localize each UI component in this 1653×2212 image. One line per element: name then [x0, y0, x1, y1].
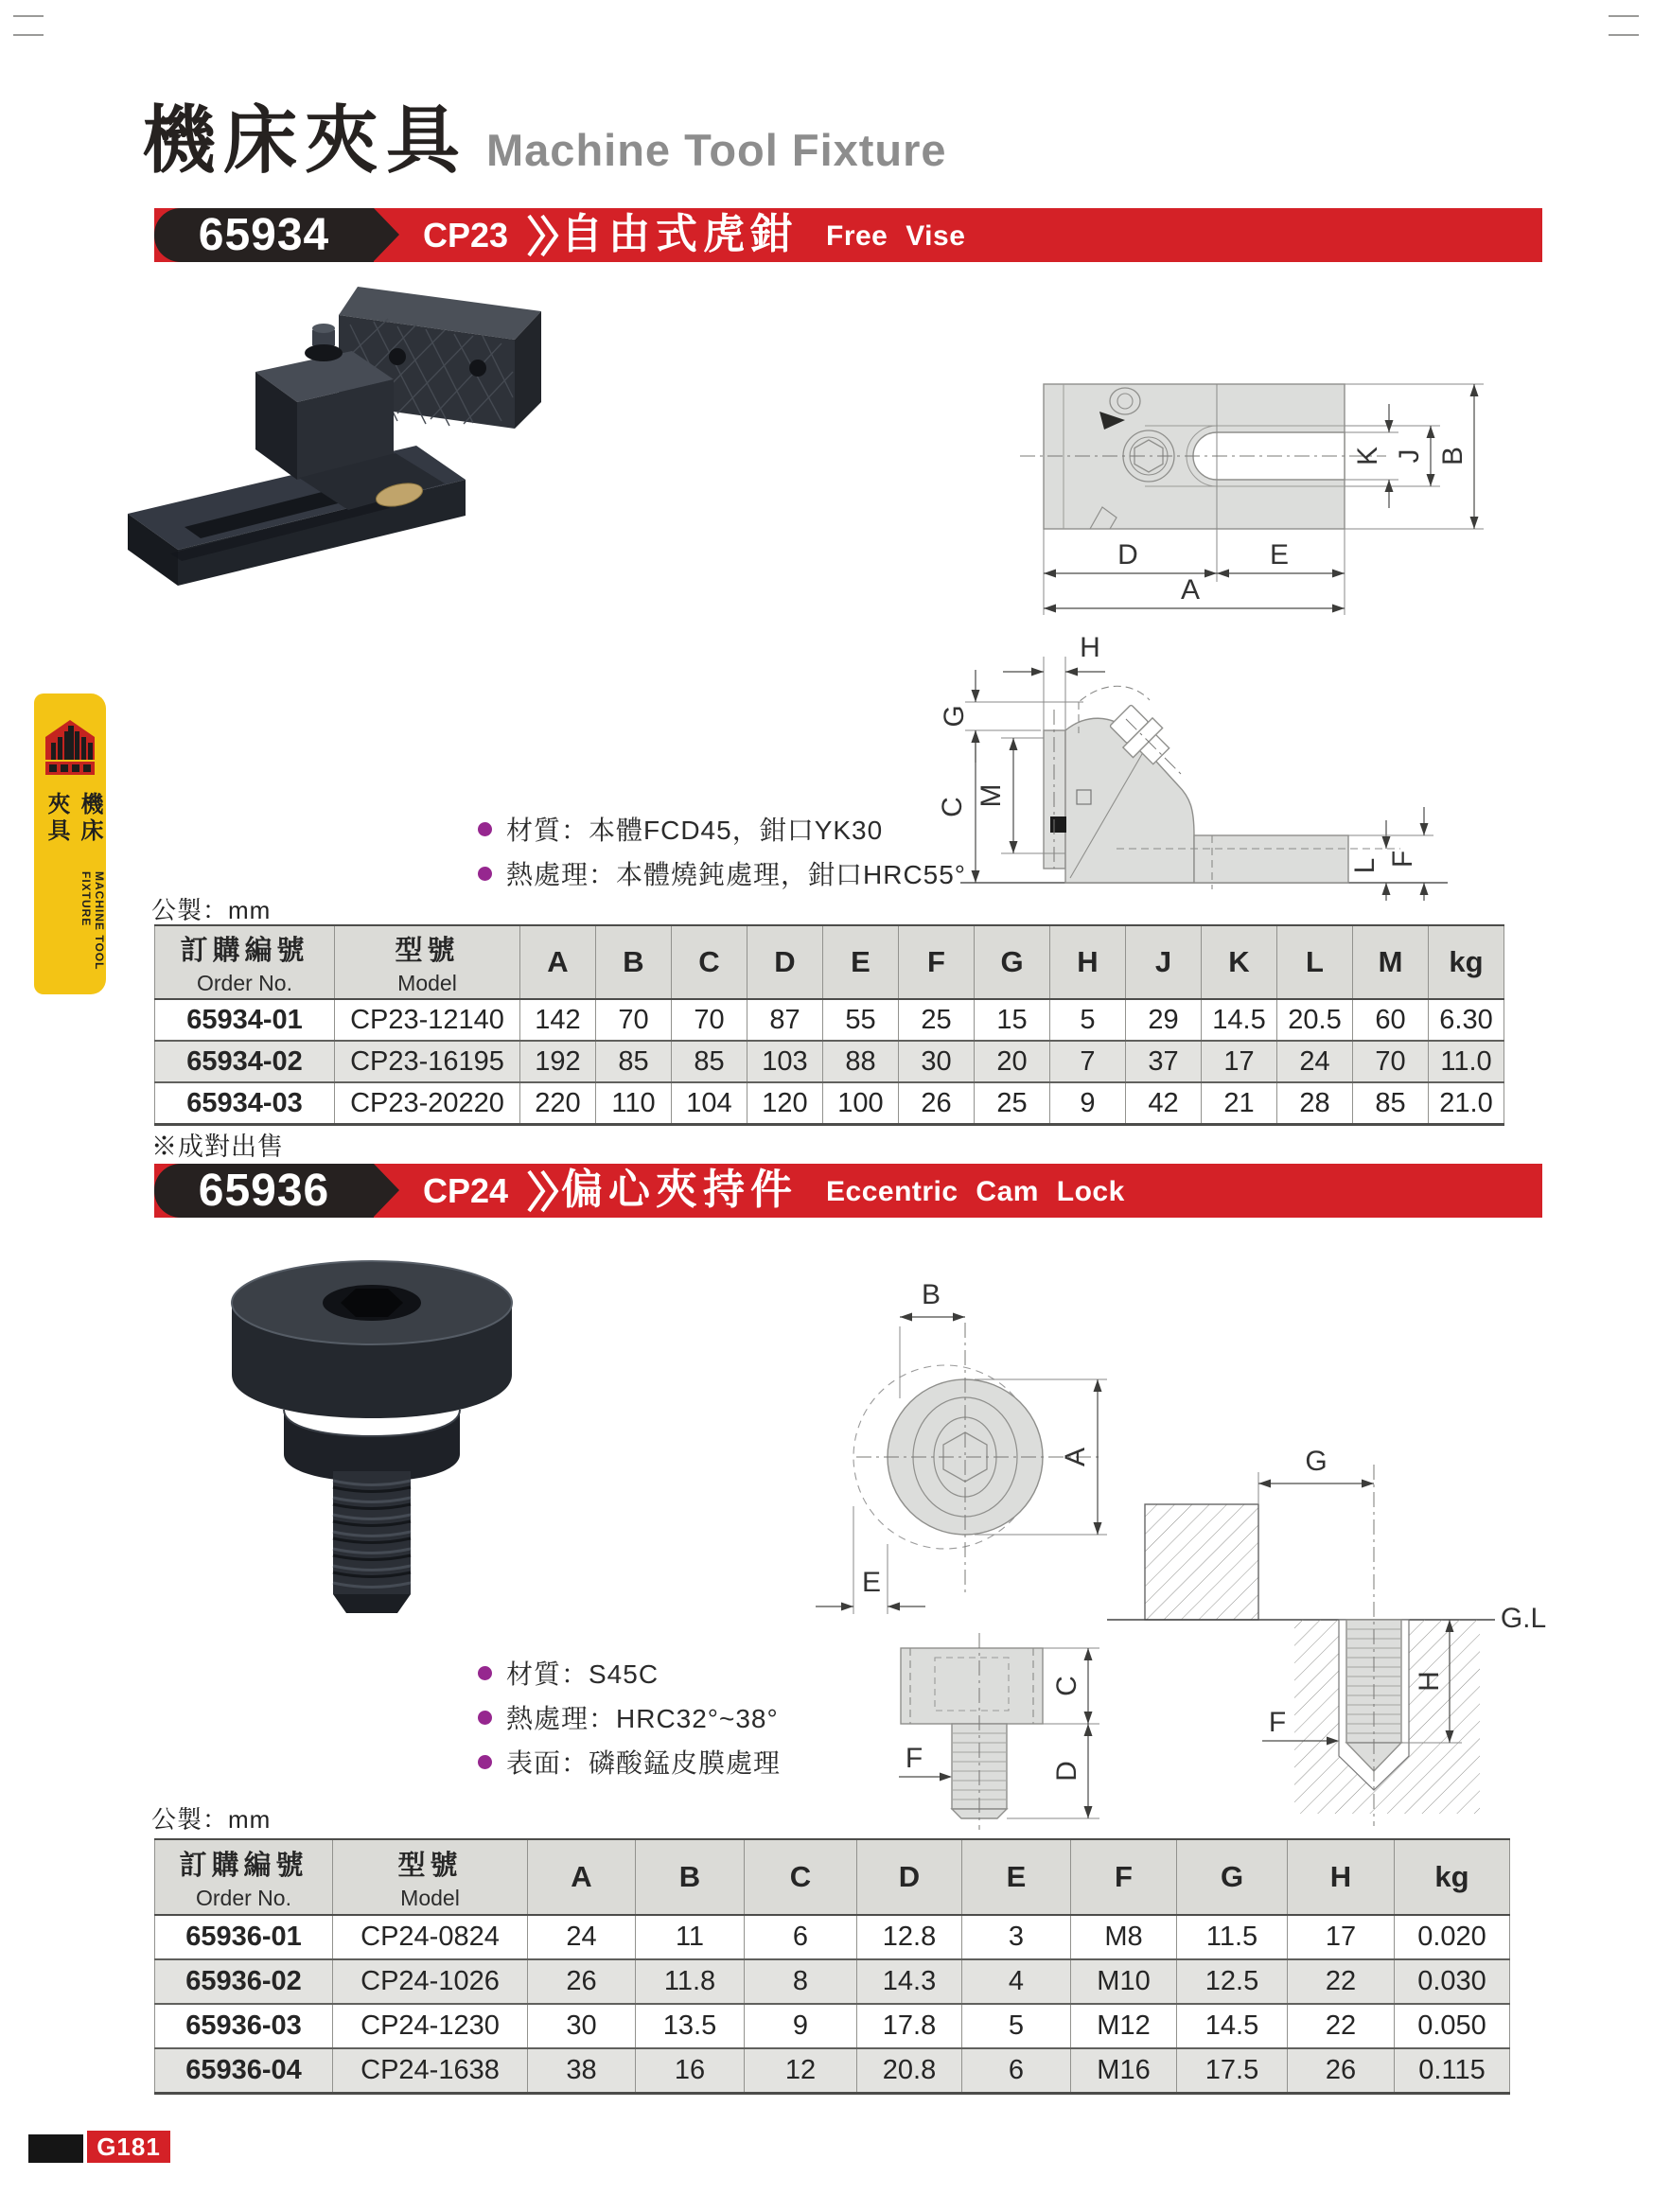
value-cell: 9 — [1050, 1082, 1126, 1125]
column-header: D — [747, 925, 823, 999]
column-header: K — [1202, 925, 1277, 999]
value-cell: 11.0 — [1429, 1041, 1504, 1082]
value-cell: 26 — [1288, 2048, 1395, 2094]
spec-table-65934 — [154, 924, 1504, 1126]
column-header: C — [672, 925, 747, 999]
value-cell: M10 — [1071, 1959, 1177, 2004]
column-header: kg — [1429, 925, 1504, 999]
column-header: G — [975, 925, 1050, 999]
column-header: E — [823, 925, 899, 999]
dim-label-c: C — [1051, 1676, 1082, 1696]
dim-label-f: F — [1268, 1707, 1287, 1738]
spec-table — [154, 924, 1504, 1126]
value-cell: 6 — [745, 1915, 857, 1959]
product-photo-cam-lock — [189, 1216, 568, 1623]
section-title-en: Free Vise — [826, 220, 966, 252]
dim-label-c: C — [937, 797, 968, 817]
table-row — [155, 1959, 1510, 2004]
order-no-cell: 65936-02 — [155, 1959, 333, 2004]
sidebar-tab-text — [34, 792, 106, 986]
header-row — [155, 1839, 1510, 1915]
value-cell: 0.115 — [1395, 2048, 1510, 2094]
value-cell: 14.5 — [1202, 999, 1277, 1041]
value-cell: 15 — [975, 999, 1050, 1041]
model-code: CP24 — [422, 1171, 509, 1210]
value-cell: 0.030 — [1395, 1959, 1510, 2004]
model-code: CP23 — [422, 216, 509, 255]
value-cell: 13.5 — [636, 2004, 745, 2048]
value-cell: 20 — [975, 1041, 1050, 1082]
column-header: B — [596, 925, 672, 999]
value-cell: M8 — [1071, 1915, 1177, 1959]
value-cell: 7 — [1050, 1041, 1126, 1082]
pair-sale-footnote: ※成對出售 — [151, 1132, 284, 1161]
order-number: 65934 — [198, 210, 330, 260]
model-cell: CP24-1026 — [333, 1959, 528, 2004]
model-cell: CP24-1230 — [333, 2004, 528, 2048]
print-mark — [13, 15, 44, 17]
print-mark — [1609, 34, 1639, 36]
value-cell: 220 — [520, 1082, 596, 1125]
order-no-cell: 65936-04 — [155, 2048, 333, 2094]
column-header: 訂購編號 Order No. — [155, 925, 335, 999]
value-cell: 85 — [672, 1041, 747, 1082]
value-cell: 37 — [1126, 1041, 1202, 1082]
value-cell: 20.5 — [1277, 999, 1353, 1041]
table-row — [155, 1915, 1510, 1959]
dim-label-g: G — [939, 705, 970, 728]
value-cell: 22 — [1288, 2004, 1395, 2048]
value-cell: 85 — [596, 1041, 672, 1082]
bullet-icon — [478, 1711, 492, 1725]
spec-note — [478, 810, 966, 848]
model-cell: CP23-16195 — [335, 1041, 520, 1082]
footer-bar — [28, 2134, 83, 2163]
value-cell: 30 — [899, 1041, 975, 1082]
value-cell: 11.8 — [636, 1959, 745, 2004]
cam-lock-drawings — [804, 1258, 1561, 1835]
value-cell: 103 — [747, 1041, 823, 1082]
section-title-zh: 偏心夾持件 — [561, 1167, 798, 1213]
column-header: 型號 Model — [335, 925, 520, 999]
spec-note-text: 材質：本體FCD45，鉗口YK30 — [506, 816, 884, 845]
value-cell: 5 — [962, 2004, 1071, 2048]
sidebar-category-tab[interactable] — [34, 693, 106, 994]
value-cell: 4 — [962, 1959, 1071, 2004]
page-title-zh: 機床夾具 — [142, 98, 468, 182]
vise-top-view-drawing — [1003, 348, 1542, 641]
column-header: D — [857, 1839, 962, 1915]
section-title-zh: 自由式虎鉗 — [561, 211, 798, 257]
column-header: L — [1277, 925, 1353, 999]
dim-label-b: B — [1437, 446, 1468, 466]
page-title-en: Machine Tool Fixture — [486, 125, 947, 175]
value-cell: 17 — [1288, 1915, 1395, 1959]
order-no-cell: 65934-02 — [155, 1041, 335, 1082]
unit-note: 公製：mm — [151, 1805, 272, 1834]
dim-label-b: B — [921, 1279, 941, 1310]
value-cell: 30 — [528, 2004, 636, 2048]
value-cell: 25 — [975, 1082, 1050, 1125]
dim-label-a: A — [1060, 1447, 1091, 1467]
column-header: E — [962, 1839, 1071, 1915]
dim-label-e: E — [861, 1567, 882, 1598]
unit-note: 公製：mm — [151, 896, 272, 924]
print-mark — [1609, 15, 1639, 17]
value-cell: 110 — [596, 1082, 672, 1125]
order-no-cell: 65934-01 — [155, 999, 335, 1041]
product-photo-free-vise — [114, 270, 624, 643]
value-cell: 17.5 — [1177, 2048, 1288, 2094]
order-no-cell: 65936-01 — [155, 1915, 333, 1959]
table-row — [155, 1041, 1504, 1082]
bullet-icon — [478, 1755, 492, 1769]
column-header: 訂購編號 Order No. — [155, 1839, 333, 1915]
spec-note-text: 材質：S45C — [506, 1659, 659, 1689]
spec-note — [478, 1743, 781, 1781]
column-header: F — [1071, 1839, 1177, 1915]
column-header: F — [899, 925, 975, 999]
value-cell: 22 — [1288, 1959, 1395, 2004]
value-cell: 20.8 — [857, 2048, 962, 2094]
value-cell: 26 — [528, 1959, 636, 2004]
value-cell: 70 — [672, 999, 747, 1041]
value-cell: 192 — [520, 1041, 596, 1082]
value-cell: 28 — [1277, 1082, 1353, 1125]
spec-table — [154, 1838, 1510, 2095]
value-cell: 8 — [745, 1959, 857, 2004]
value-cell: 3 — [962, 1915, 1071, 1959]
value-cell: 17 — [1202, 1041, 1277, 1082]
value-cell: 0.050 — [1395, 2004, 1510, 2048]
spec-note-text: 熱處理：HRC32°~38° — [506, 1704, 779, 1733]
sidebar-tab-zh: 機床夾具 — [44, 792, 102, 845]
value-cell: 55 — [823, 999, 899, 1041]
order-no-cell: 65936-03 — [155, 2004, 333, 2048]
chevron-icon — [525, 214, 559, 257]
value-cell: 104 — [672, 1082, 747, 1125]
value-cell: 0.020 — [1395, 1915, 1510, 1959]
value-cell: M12 — [1071, 2004, 1177, 2048]
value-cell: 6.30 — [1429, 999, 1504, 1041]
section-title-en: Eccentric Cam Lock — [826, 1176, 1125, 1207]
value-cell: 12.8 — [857, 1915, 962, 1959]
spec-table-65936 — [154, 1838, 1509, 2095]
value-cell: 24 — [528, 1915, 636, 1959]
bullet-icon — [478, 1666, 492, 1680]
value-cell: 60 — [1353, 999, 1429, 1041]
column-header: J — [1126, 925, 1202, 999]
ground-line-label: G.L — [1500, 1603, 1547, 1634]
dim-label-e: E — [1269, 539, 1290, 571]
dim-label-l: L — [1349, 857, 1380, 874]
dim-label-m: M — [976, 783, 1007, 808]
column-header: H — [1050, 925, 1126, 999]
value-cell: 21 — [1202, 1082, 1277, 1125]
dim-label-f: F — [905, 1743, 923, 1774]
value-cell: 88 — [823, 1041, 899, 1082]
value-cell: 12.5 — [1177, 1959, 1288, 2004]
dim-label-d: D — [1051, 1761, 1082, 1782]
value-cell: 70 — [1353, 1041, 1429, 1082]
value-cell: 21.0 — [1429, 1082, 1504, 1125]
value-cell: 25 — [899, 999, 975, 1041]
value-cell: 11.5 — [1177, 1915, 1288, 1959]
column-header: 型號 Model — [333, 1839, 528, 1915]
spec-notes — [478, 1654, 781, 1781]
model-cell: CP24-0824 — [333, 1915, 528, 1959]
section-banner-65936 — [154, 1164, 1542, 1218]
value-cell: 26 — [899, 1082, 975, 1125]
spec-note-text: 熱處理：本體燒鈍處理，鉗口HRC55° — [506, 860, 967, 889]
value-cell: 120 — [747, 1082, 823, 1125]
value-cell: 17.8 — [857, 2004, 962, 2048]
model-cell: CP23-20220 — [335, 1082, 520, 1125]
table-row — [155, 1082, 1504, 1125]
column-header: C — [745, 1839, 857, 1915]
value-cell: 100 — [823, 1082, 899, 1125]
value-cell: 6 — [962, 2048, 1071, 2094]
value-cell: 38 — [528, 2048, 636, 2094]
print-mark — [13, 34, 44, 36]
spec-note-text: 表面：磷酸錳皮膜處理 — [506, 1748, 782, 1778]
dim-label-h: H — [1080, 632, 1100, 663]
column-header: G — [1177, 1839, 1288, 1915]
table-row — [155, 999, 1504, 1041]
value-cell: 24 — [1277, 1041, 1353, 1082]
spec-note — [478, 1698, 781, 1736]
order-number: 65936 — [198, 1166, 330, 1216]
vise-side-view-drawing — [937, 606, 1523, 904]
order-no-cell: 65934-03 — [155, 1082, 335, 1125]
dim-label-j: J — [1394, 448, 1425, 464]
category-thumbnail — [44, 718, 97, 782]
dim-label-d: D — [1117, 539, 1138, 571]
value-cell: 11 — [636, 1915, 745, 1959]
column-header: M — [1353, 925, 1429, 999]
column-header: kg — [1395, 1839, 1510, 1915]
column-header: A — [528, 1839, 636, 1915]
section-banner-65934 — [154, 208, 1542, 262]
value-cell: 5 — [1050, 999, 1126, 1041]
value-cell: 142 — [520, 999, 596, 1041]
column-header: B — [636, 1839, 745, 1915]
value-cell: 14.3 — [857, 1959, 962, 2004]
dim-label-h: H — [1414, 1671, 1445, 1692]
sidebar-tab-en: MACHINE TOOL FIXTURE — [79, 870, 106, 970]
value-cell: M16 — [1071, 2048, 1177, 2094]
header-row — [155, 925, 1504, 999]
dim-label-g: G — [1305, 1446, 1328, 1477]
value-cell: 87 — [747, 999, 823, 1041]
spec-notes — [478, 810, 966, 892]
dim-label-k: K — [1352, 446, 1383, 466]
model-cell: CP23-12140 — [335, 999, 520, 1041]
bullet-icon — [478, 822, 492, 836]
table-row — [155, 2048, 1510, 2094]
page-number-badge: G181 — [87, 2131, 170, 2163]
page-title — [142, 81, 947, 187]
dim-label-f: F — [1387, 850, 1418, 869]
value-cell: 85 — [1353, 1082, 1429, 1125]
value-cell: 70 — [596, 999, 672, 1041]
value-cell: 14.5 — [1177, 2004, 1288, 2048]
value-cell: 29 — [1126, 999, 1202, 1041]
spec-note — [478, 854, 966, 892]
table-row — [155, 2004, 1510, 2048]
value-cell: 42 — [1126, 1082, 1202, 1125]
chevron-icon — [525, 1169, 559, 1213]
dim-label-a: A — [1180, 574, 1201, 606]
column-header: H — [1288, 1839, 1395, 1915]
spec-note — [478, 1654, 781, 1692]
value-cell: 16 — [636, 2048, 745, 2094]
model-cell: CP24-1638 — [333, 2048, 528, 2094]
bullet-icon — [478, 867, 492, 881]
value-cell: 9 — [745, 2004, 857, 2048]
value-cell: 12 — [745, 2048, 857, 2094]
column-header: A — [520, 925, 596, 999]
